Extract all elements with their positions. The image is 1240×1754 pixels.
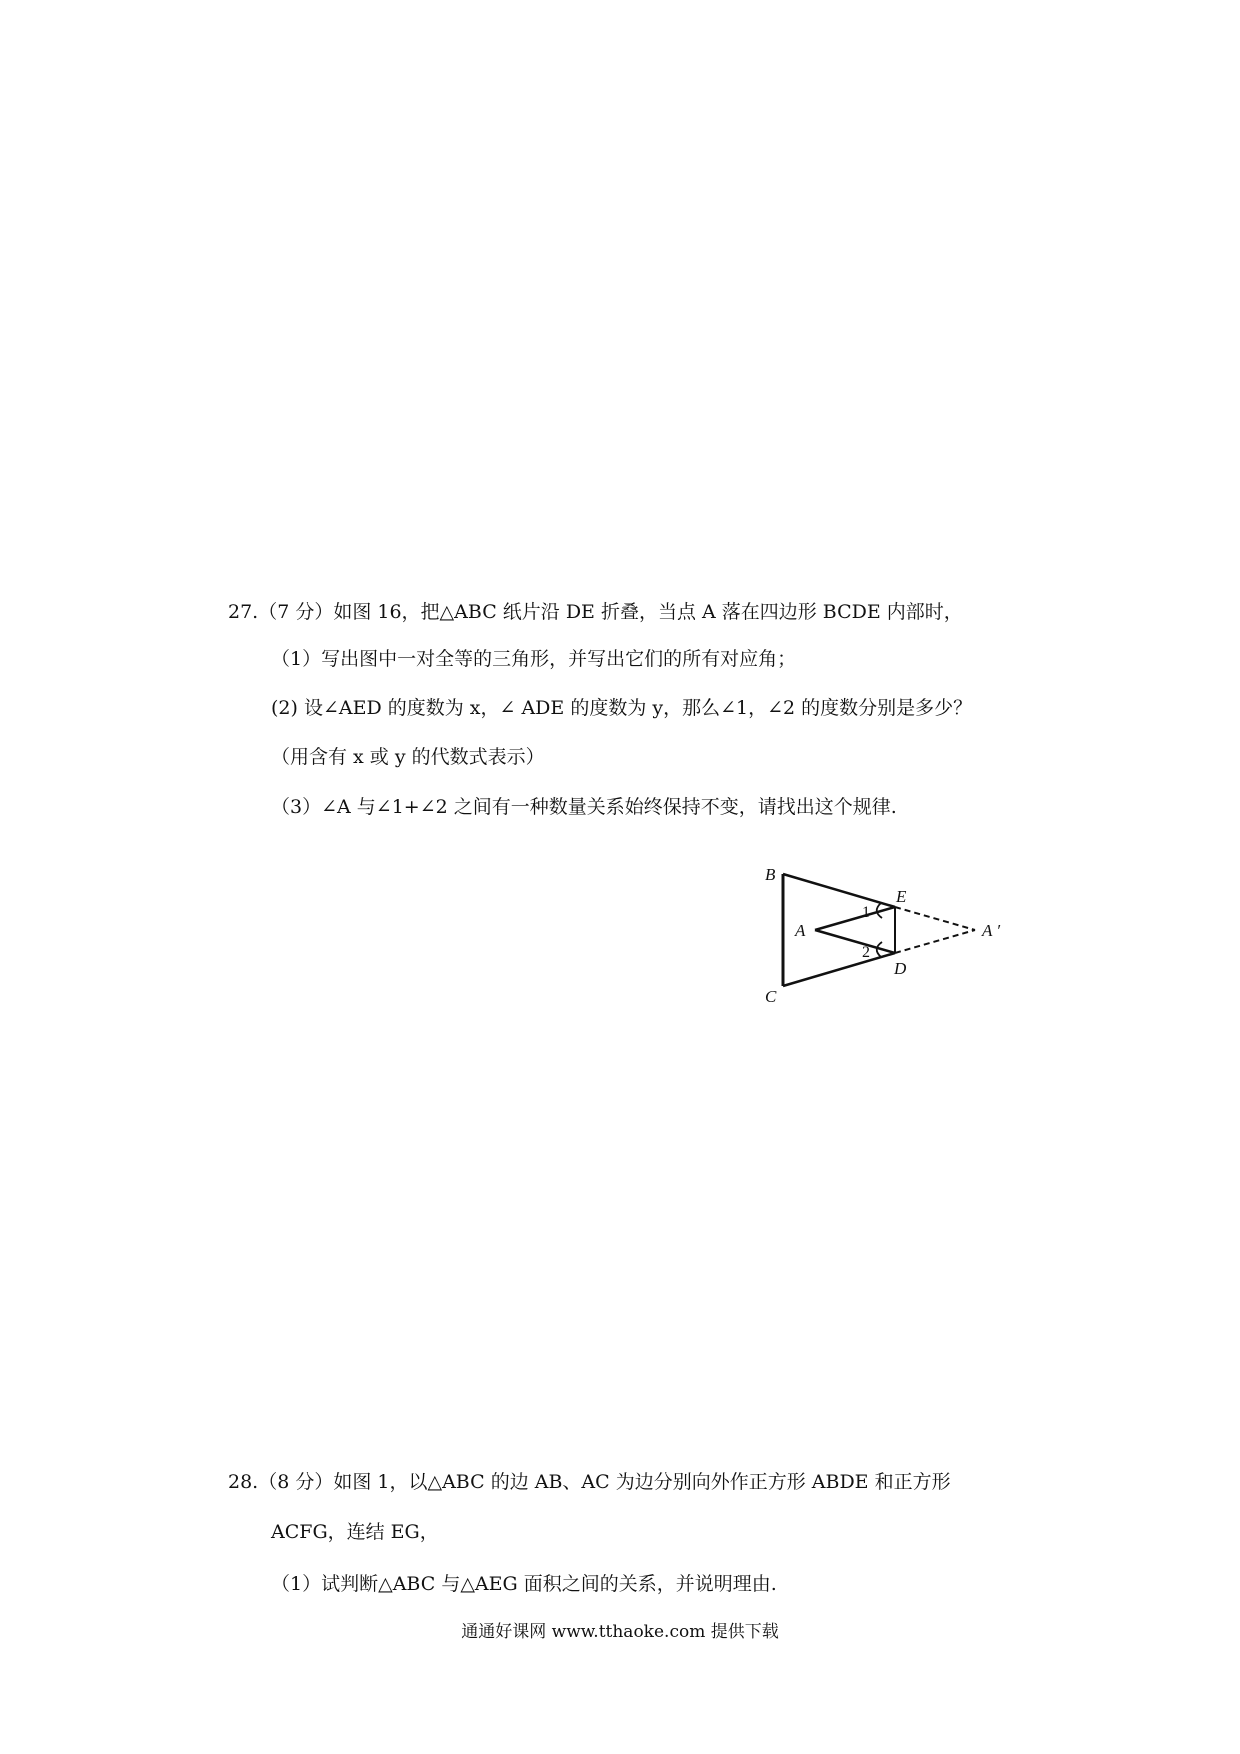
label-C: C (765, 987, 777, 1006)
label-A-prime: A ′ (982, 921, 1001, 940)
segment-DA-prime-dashed (895, 930, 975, 953)
question-27-part-1: （1）写出图中一对全等的三角形，并写出它们的所有对应角； (271, 648, 797, 670)
question-27-part-3: （3）∠A 与∠1+∠2 之间有一种数量关系始终保持不变，请找出这个规律. (271, 796, 897, 818)
label-D: D (894, 959, 907, 978)
label-A: A (795, 921, 806, 940)
label-B: B (765, 865, 776, 884)
segment-AE (815, 907, 895, 930)
question-28-title-continued: ACFG，连结 EG， (271, 1521, 439, 1543)
label-E: E (896, 887, 907, 906)
label-angle-1: 1 (862, 904, 870, 921)
question-27-part-2: (2) 设∠AED 的度数为 x，∠ ADE 的度数为 y，那么∠1，∠2 的度数分别是多少？ (271, 697, 973, 719)
label-angle-2: 2 (862, 944, 870, 961)
segment-AD (815, 930, 895, 953)
question-28-part-1: （1）试判断△ABC 与△AEG 面积之间的关系，并说明理由. (271, 1573, 777, 1595)
footer-source: 通通好课网 www.tthaoke.com 提供下载 (461, 1622, 779, 1642)
question-28-title: 28.（8 分）如图 1，以△ABC 的边 AB、AC 为边分别向外作正方形 ABDE 和正方形 (228, 1471, 951, 1493)
figure-16-folded-triangle (760, 862, 1020, 1012)
segment-EA-prime-dashed (895, 907, 975, 930)
question-27-part-2-note: （用含有 x 或 y 的代数式表示） (271, 746, 545, 768)
question-27-title: 27.（7 分）如图 16，把△ABC 纸片沿 DE 折叠，当点 A 落在四边形 BCDE 内部时， (228, 601, 963, 623)
segment-CD (783, 953, 895, 986)
segment-BE (783, 874, 895, 907)
